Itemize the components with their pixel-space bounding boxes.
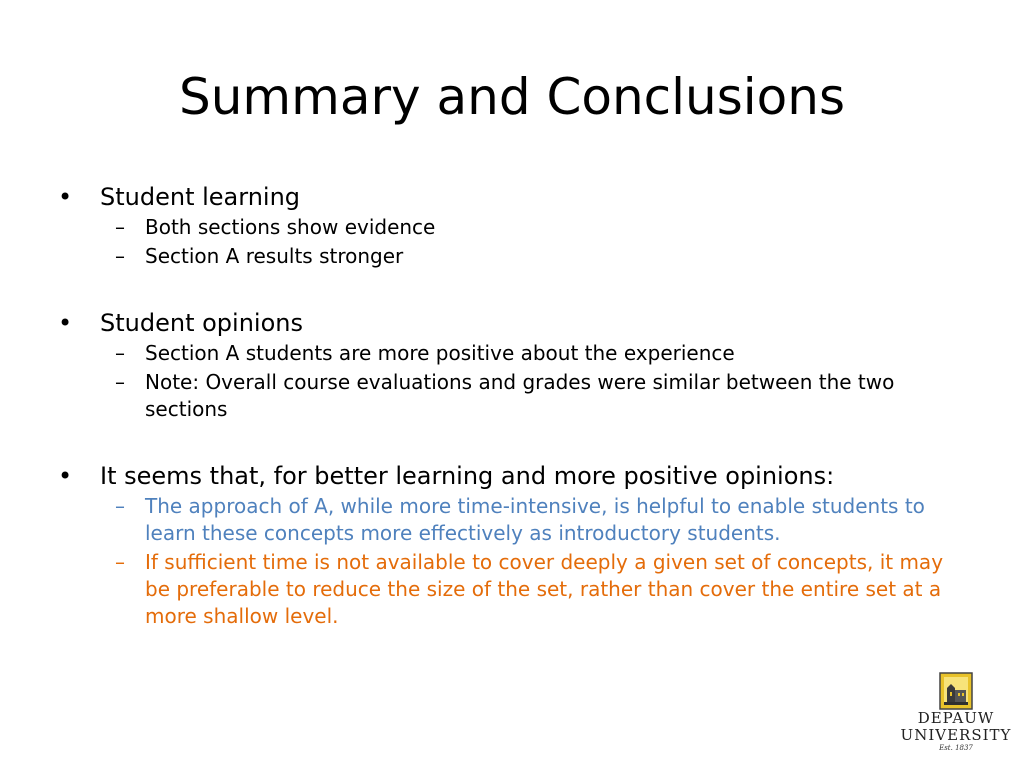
- sub-bullet-text: Section A students are more positive about the experience: [145, 341, 735, 365]
- bullet-marker: •: [58, 183, 73, 211]
- bullet-student-learning: [58, 180, 968, 214]
- sub-bullet: [58, 243, 968, 270]
- dash-marker: –: [115, 341, 125, 365]
- dash-marker: –: [115, 215, 125, 239]
- sub-bullet-text: Both sections show evidence: [145, 215, 436, 239]
- sub-bullet-text: Section A results stronger: [145, 244, 404, 268]
- bullet-marker: •: [58, 462, 73, 490]
- dash-marker: –: [115, 550, 125, 574]
- bullet-text: Student learning: [100, 183, 301, 211]
- dash-marker: –: [115, 370, 125, 394]
- bullet-text: Student opinions: [100, 309, 303, 337]
- bullet-marker: •: [58, 309, 73, 337]
- sub-bullet-blue: [58, 493, 968, 547]
- sub-bullet-text: If sufficient time is not available to cover deeply a given set of concepts, it may be preferable to reduce the size of the set, rather than cover the entire set at a more shallow level.: [145, 550, 944, 628]
- university-crest-icon: [939, 672, 973, 710]
- sub-bullet: [58, 369, 968, 423]
- bullet-text: It seems that, for better learning and more positive opinions:: [100, 462, 835, 490]
- bullet-student-opinions: [58, 306, 968, 340]
- sub-bullet: [58, 340, 968, 367]
- sub-bullet-orange: [58, 549, 968, 630]
- logo-line-depauw: DEPAUW: [917, 709, 995, 727]
- logo-established: Est. 1837: [939, 744, 973, 752]
- logo-line-university: UNIVERSITY: [900, 726, 1012, 744]
- depauw-logo: [898, 672, 1014, 760]
- dash-marker: –: [115, 494, 125, 518]
- sub-bullet-text: The approach of A, while more time-intensive, is helpful to enable students to learn these concepts more effectively as introductory students.: [145, 494, 925, 545]
- dash-marker: –: [115, 244, 125, 268]
- slide-title: Summary and Conclusions: [178, 68, 845, 126]
- sub-bullet-text: Note: Overall course evaluations and grades were similar between the two sections: [145, 370, 895, 421]
- sub-bullet: [58, 214, 968, 241]
- bullet-conclusion: [58, 459, 968, 493]
- slide-content: [58, 180, 968, 632]
